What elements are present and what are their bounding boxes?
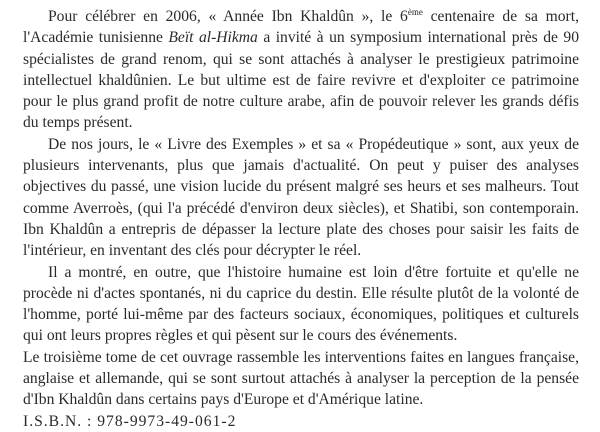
paragraph-1-text-c: a invité à un symposium international près de 90 spécialistes de grand renom, qui se sont attachés à analyser le prestigieux patrimoine intellectuel khaldûnien. Le but ultime est de faire revivre et d'exploiter ce patrimoine pour le plus grand profit de notre culture arabe, afin de pouvoir relever les grands défis du temps présent. [23, 29, 579, 132]
paragraph-1-text-a: Pour célébrer en 2006, « Année Ibn Khaldûn », le 6 [48, 8, 408, 25]
ordinal-superscript: ème [407, 7, 423, 17]
paragraph-1-text-b: centenaire de sa mort, l'Académie tunisienne [23, 8, 579, 47]
paragraph-3: Il a montré, en outre, que l'histoire humaine est loin d'être fortuite et qu'elle ne procède ni d'actes spontanés, ni du caprice du destin. Elle résulte plutôt de la volonté de l'homme, porté lui-même par des facteurs sociaux, économiques, politiques et culturels qui ont leurs propres règles et qui pèsent sur le cours des événements. [23, 263, 579, 345]
isbn-line: I.S.B.N. : 978-9973-49-061-2 [23, 412, 237, 430]
institution-name-italic: Beït al-Hikma [168, 29, 258, 47]
paragraph-1 [23, 6, 579, 134]
paragraph-4: Le troisième tome de cet ouvrage rassemble les interventions faites en langues française, anglaise et allemande, qui se sont surtout attachés à analyser la perception de la pensée d'Ibn Khaldûn dans certains pays d'Europe et d'Amérique latine. [23, 348, 579, 409]
paragraph-2: De nos jours, le « Livre des Exemples » et sa « Propédeutique » sont, aux yeux de plusieurs intervenants, plus que jamais d'actualité. On peut y puiser des analyses objectives du passé, une vision lucide du présent malgré ses heurs et ses malheurs. Tout comme Averroès, (qui l'a précédé d'environ deux siècles), et Shatibi, son contemporain. Ibn Khaldûn a entrepris de dépasser la lecture plate des choses pour saisir les faits de l'intérieur, en inventant des clés pour décrypter le réel. [23, 135, 579, 260]
document-page [23, 6, 579, 432]
